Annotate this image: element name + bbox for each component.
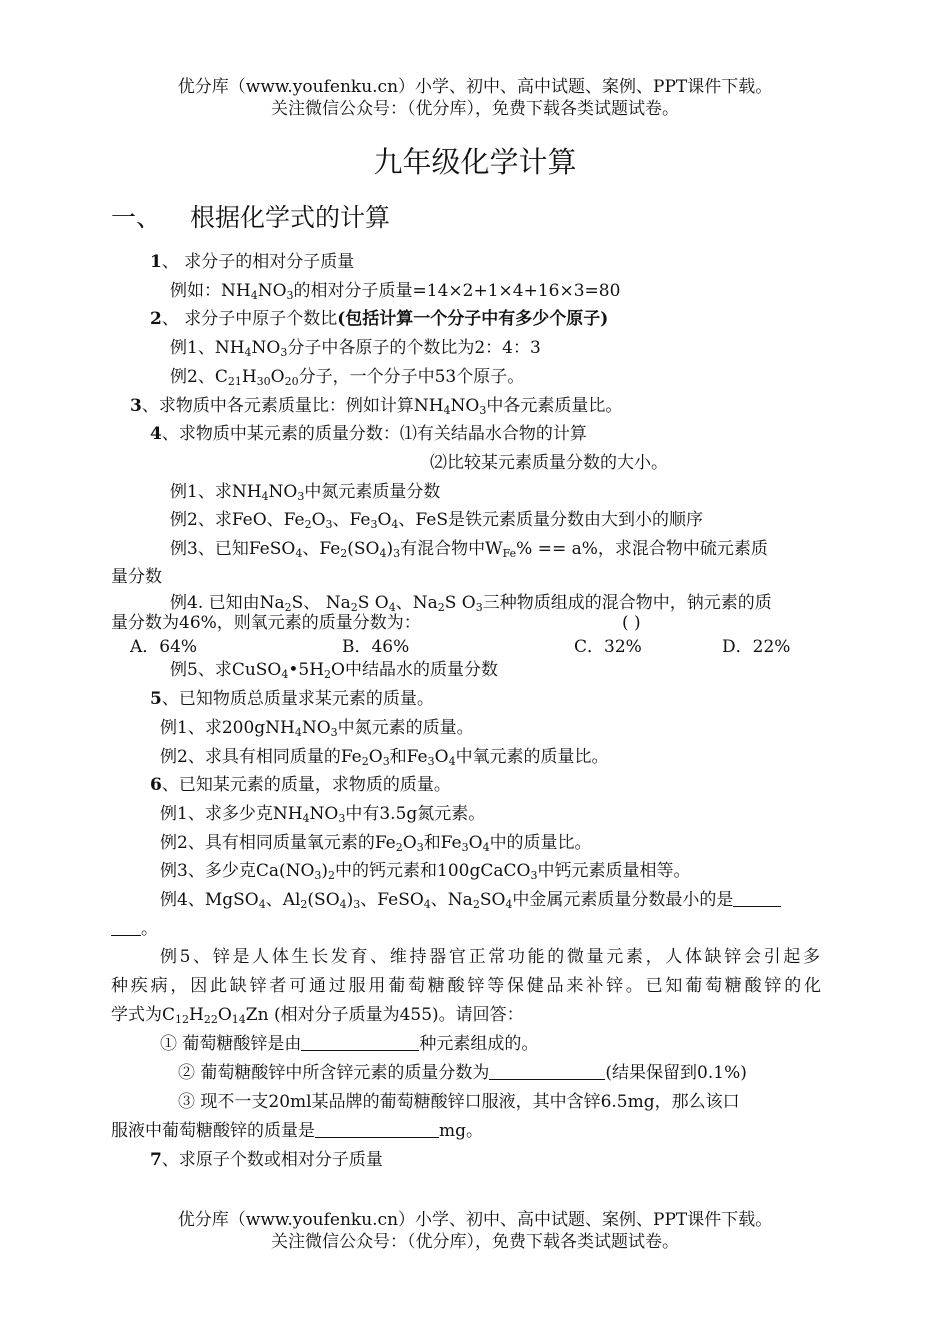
item-6-example-5-line-2: 种疾病，因此缺锌者可通过服用葡萄糖酸锌等保健品来补锌。已知葡萄糖酸锌的化 [111, 976, 821, 996]
item-6-example-2: 例2、具有相同质量氧元素的$Fe_2O_3$和$Fe_3O_4$中的质量比。 [160, 833, 592, 854]
item-2-example-1: 例1、$NH_4NO_3$分子中各原子的个数比为2：4：3 [170, 338, 541, 359]
subquestion-2: ② 葡萄糖酸锌中所含锌元素的质量分数为 (结果保留到0.1%) [178, 1063, 747, 1083]
item-4-example-3: 例3、已知FeSO$_4$、$Fe_2(SO_4)_3$有混合物中$W_{Fe}\% == a\%$，求混合物中硫元素质 [170, 539, 768, 560]
page-title: 九年级化学计算 [373, 145, 577, 179]
section-number: 一、 [111, 203, 162, 232]
item-3: 3、求物质中各元素质量比：例如计算$NH_4NO_3$中各元素质量比。 [130, 396, 623, 417]
subquestion-3-cont: 服液中葡萄糖酸锌的质量是 mg。 [111, 1121, 484, 1141]
answer-blank [315, 1121, 439, 1138]
item-4-example-4-cont: 量分数为46%，则氧元素的质量分数为： [111, 613, 421, 633]
item-5: 5、已知物质总质量求某元素的质量。 [150, 689, 434, 709]
answer-blank [733, 890, 781, 907]
item-4-example-5: 例5、求$CuSO_4•5H_2O$中结晶水的质量分数 [170, 660, 498, 681]
item-5-example-1: 例1、求$200gNH_4NO_3$中氮元素的质量。 [160, 718, 474, 739]
item-6: 6、已知某元素的质量，求物质的质量。 [150, 775, 451, 795]
item-7: 7、求原子个数或相对分子质量 [150, 1150, 383, 1170]
footer-line-2: 关注微信公众号：（优分库），免费下载各类试题试卷。 [271, 1232, 679, 1252]
header-line-1: 优分库（www.youfenku.cn）小学、初中、高中试题、案例、PPT课件下载。 [177, 77, 773, 97]
item-6-example-5-line-3: 学式为$C_{12}H_{22}O_{14}Zn$ (相对分子质量为455)。请回答： [111, 1005, 524, 1026]
header-line-2: 关注微信公众号：（优分库），免费下载各类试题试卷。 [271, 99, 679, 119]
item-6-example-4-cont: 。 [111, 918, 158, 940]
subquestion-1: ① 葡萄糖酸锌是由 种元素组成的。 [160, 1034, 539, 1054]
item-5-example-2: 例2、求具有相同质量的$Fe_2O_3$和$Fe_3O_4$中氧元素的质量比。 [160, 747, 609, 768]
section-heading: 根据化学式的计算 [190, 203, 391, 232]
item-2-example-2: 例2、$C_{21}H_{30}O_{20}$分子，一个分子中53个原子。 [170, 367, 525, 388]
item-6-example-5-line-1: 例5、锌是人体生长发育、维持器官正常功能的微量元素，人体缺锌会引起多 [160, 947, 820, 967]
option-c: C．32% [574, 637, 642, 657]
item-4-example-3-cont: 量分数 [111, 567, 162, 587]
answer-paren: ( ) [622, 613, 641, 633]
subquestion-3: ③ 现不一支20ml某品牌的葡萄糖酸锌口服液，其中含锌6.5mg，那么该口 [178, 1092, 740, 1112]
item-4: 4、求物质中某元素的质量分数：⑴有关结晶水合物的计算 [150, 424, 587, 444]
item-1-example: 例如：$NH_4NO_3$的相对分子质量=14×2+1×4+16×3=80 [170, 281, 621, 302]
item-1: 1、 求分子的相对分子质量 [150, 252, 355, 272]
item-4-example-4: 例4. 已知由$Na_2S$、 $Na_2S$ $O_4$、$Na_2S$ $O_3$三种物质组成的混合物中，钠元素的质 [170, 593, 772, 614]
option-d: D．22% [722, 637, 791, 657]
item-4-subitem: ⑵比较某元素质量分数的大小。 [430, 453, 668, 473]
item-2: 2、 求分子中原子个数比(包括计算一个分子中有多少个原子) [150, 309, 609, 329]
item-6-example-4: 例4、MgSO$_4$、$Al_2(SO_4)_3$、FeSO$_4$、$Na_2SO_4$中金属元素质量分数最小的是 [160, 889, 781, 911]
option-b: B．46% [342, 637, 410, 657]
answer-blank [489, 1063, 605, 1080]
answer-blank [111, 919, 141, 936]
answer-blank [301, 1034, 419, 1051]
item-4-example-2: 例2、求FeO、$Fe_2O_3$、$Fe_3O_4$、FeS是铁元素质量分数由大到小的顺序 [170, 510, 703, 531]
footer-line-1: 优分库（www.youfenku.cn）小学、初中、高中试题、案例、PPT课件下载。 [177, 1210, 773, 1230]
option-a: A．64% [130, 637, 198, 657]
item-6-example-1: 例1、求多少克$NH_4NO_3$中有3.5g氮元素。 [160, 804, 486, 825]
item-4-example-1: 例1、求$NH_4NO_3$中氮元素质量分数 [170, 482, 441, 503]
item-6-example-3: 例3、多少克$Ca(NO_3)_2$中的钙元素和100gCaCO$_3$中钙元素质量相等。 [160, 861, 691, 882]
